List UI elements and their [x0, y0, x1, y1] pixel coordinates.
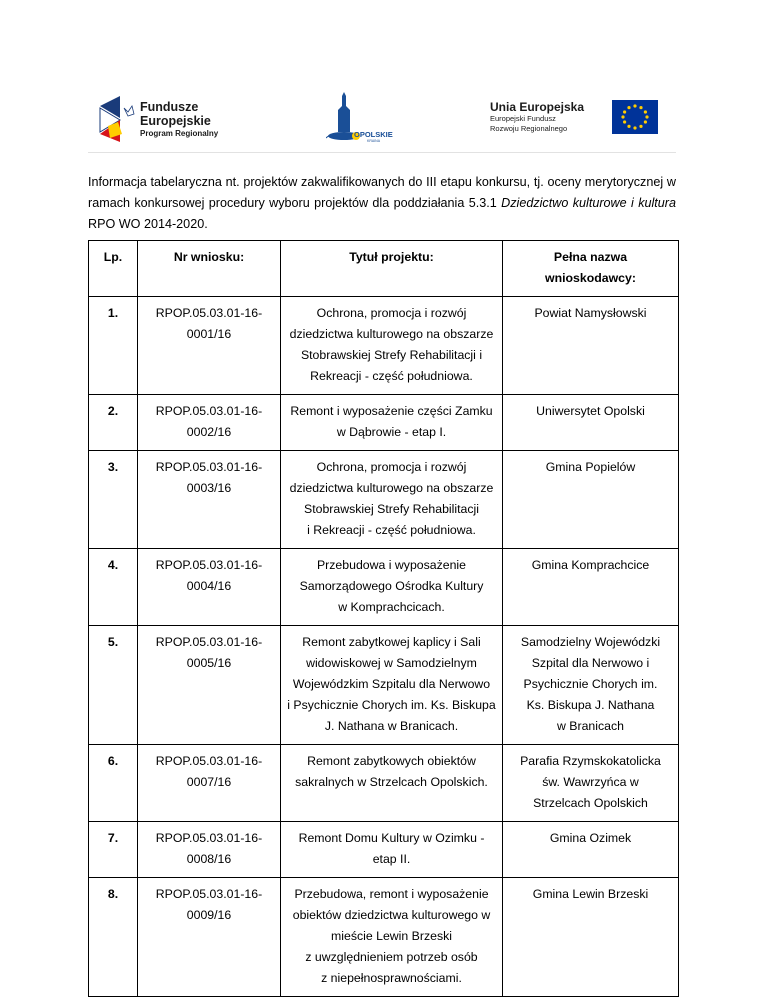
table-header-row: [89, 241, 679, 297]
opolskie-name: OPOLSKIE: [354, 130, 393, 139]
cell-applicant: Gmina Komprachcice: [503, 549, 679, 626]
intro-paragraph: [88, 172, 676, 235]
cell-nr: RPOP.05.03.01-16- 0001/16: [138, 297, 281, 395]
opolskie-sub: KRAINA: [367, 139, 381, 143]
ue-title: Unia Europejska: [490, 100, 585, 114]
table-row: [89, 822, 679, 878]
projects-table: [88, 240, 679, 997]
cell-nr: RPOP.05.03.01-16- 0003/16: [138, 451, 281, 549]
cell-nr: RPOP.05.03.01-16- 0004/16: [138, 549, 281, 626]
cell-title: Ochrona, promocja i rozwój dziedzictwa kulturowego na obszarze Stobrawskiej Strefy Rehabilitacji i Rekreacji - część południowa.: [281, 297, 503, 395]
header-tytul: Tytuł projektu:: [281, 241, 503, 297]
cell-lp: 4.: [89, 549, 138, 626]
cell-nr: RPOP.05.03.01-16- 0009/16: [138, 878, 281, 997]
table-row: [89, 549, 679, 626]
fe-title-2: Europejskie: [140, 114, 211, 128]
table-row: [89, 878, 679, 997]
cell-nr: RPOP.05.03.01-16- 0007/16: [138, 745, 281, 822]
cell-title: Remont Domu Kultury w Ozimku - etap II.: [281, 822, 503, 878]
header-wnioskodawca: Pełna nazwa wnioskodawcy:: [503, 241, 679, 297]
cell-title: Remont zabytkowych obiektów sakralnych w Strzelcach Opolskich.: [281, 745, 503, 822]
cell-title: Remont i wyposażenie części Zamku w Dąbrowie - etap I.: [281, 395, 503, 451]
header-nr-wniosku: Nr wniosku:: [138, 241, 281, 297]
cell-lp: 7.: [89, 822, 138, 878]
table-row: [89, 297, 679, 395]
cell-title: Przebudowa, remont i wyposażenie obiektów dziedzictwa kulturowego w mieście Lewin Brzeski z uwzględnieniem potrzeb osób z niepełnosprawnościami.: [281, 878, 503, 997]
header-lp: Lp.: [89, 241, 138, 297]
cell-lp: 2.: [89, 395, 138, 451]
cell-applicant: Gmina Ozimek: [503, 822, 679, 878]
table-row: [89, 745, 679, 822]
fe-title-1: Fundusze: [140, 100, 199, 114]
cell-title: Remont zabytkowej kaplicy i Sali widowiskowej w Samodzielnym Wojewódzkim Szpitalu dla Nerwowo i Psychicznie Chorych im. Ks. Biskupa J. Nathana w Branicach.: [281, 626, 503, 745]
header-divider: [88, 152, 676, 153]
intro-italic: Dziedzictwo kulturowe i kultura: [501, 196, 676, 210]
fe-text: [140, 100, 218, 140]
ue-text: [490, 100, 584, 133]
ue-line-2: Rozwoju Regionalnego: [490, 123, 568, 133]
cell-nr: RPOP.05.03.01-16- 0002/16: [138, 395, 281, 451]
intro-text-1: Informacja tabelaryczna nt. projektów zakwalifikowanych do III etapu konkursu, tj. oceny merytorycznej w ramach konkursowej procedury wyboru projektów dla poddziałania 5.3.1: [88, 175, 676, 210]
ue-line-1: Europejski Fundusz: [490, 114, 556, 123]
cell-applicant: Uniwersytet Opolski: [503, 395, 679, 451]
cell-applicant: Parafia Rzymskokatolicka św. Wawrzyńca w Strzelcach Opolskich: [503, 745, 679, 822]
cell-lp: 1.: [89, 297, 138, 395]
cell-nr: RPOP.05.03.01-16- 0005/16: [138, 626, 281, 745]
cell-lp: 3.: [89, 451, 138, 549]
cell-title: Ochrona, promocja i rozwój dziedzictwa kulturowego na obszarze Stobrawskiej Strefy Rehabilitacji i Rekreacji - część południowa.: [281, 451, 503, 549]
eu-flag-icon: [612, 100, 658, 134]
cell-lp: 8.: [89, 878, 138, 997]
cell-title: Przebudowa i wyposażenie Samorządowego Ośrodka Kultury w Komprachcicach.: [281, 549, 503, 626]
cell-applicant: Gmina Lewin Brzeski: [503, 878, 679, 997]
table-row: [89, 451, 679, 549]
fundusze-europejskie-logo-icon: [98, 94, 138, 144]
intro-text-2: RPO WO 2014-2020.: [88, 217, 208, 231]
cell-applicant: Samodzielny Wojewódzki Szpital dla Nerwowo i Psychicznie Chorych im. Ks. Biskupa J. Nathana w Branicach: [503, 626, 679, 745]
cell-applicant: Gmina Popielów: [503, 451, 679, 549]
cell-applicant: Powiat Namysłowski: [503, 297, 679, 395]
cell-nr: RPOP.05.03.01-16- 0008/16: [138, 822, 281, 878]
fe-subtitle: Program Regionalny: [140, 129, 219, 138]
table-row: [89, 626, 679, 745]
cell-lp: 6.: [89, 745, 138, 822]
cell-lp: 5.: [89, 626, 138, 745]
table-row: [89, 395, 679, 451]
logo-header: [88, 84, 676, 152]
